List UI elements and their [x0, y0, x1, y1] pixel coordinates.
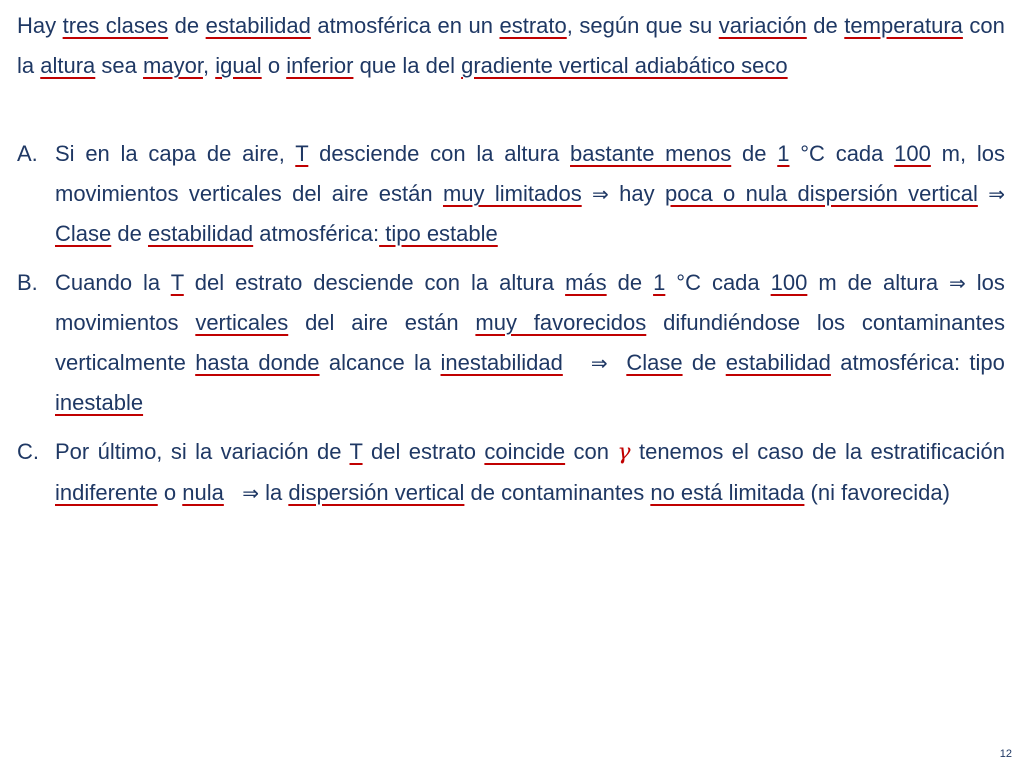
gamma-symbol: γ [617, 440, 631, 465]
text-run: de [174, 13, 200, 38]
text-run: (ni favorecida) [810, 480, 950, 505]
underlined-term: 1 [777, 141, 790, 166]
text-run: hay [619, 181, 655, 206]
text-run: atmosférica: tipo [840, 350, 1005, 375]
text-run: del aire están [305, 310, 459, 335]
underlined-term: 100 [894, 141, 931, 166]
text-run: alcance la [328, 350, 432, 375]
text-run: atmosférica en un [317, 13, 493, 38]
text-run: los movimientos [55, 270, 1005, 335]
text-run: Cuando la [55, 270, 161, 295]
text-run: °C cada [800, 141, 884, 166]
list-item-a [17, 134, 1005, 254]
text-run: de [741, 141, 767, 166]
list-item-c [17, 432, 1005, 513]
underlined-term: indiferente [55, 480, 158, 505]
list-item-text [55, 263, 1005, 423]
underlined-term: estabilidad [725, 350, 831, 375]
list-item-text [55, 134, 1005, 254]
list-item-b [17, 263, 1005, 423]
text-run: difundiéndose los contaminantes verticalmente [55, 310, 1005, 375]
underlined-term: T [295, 141, 309, 166]
implies-arrow-icon: ⇒ [242, 481, 259, 505]
underlined-term: nula [182, 480, 224, 505]
underlined-term: inferior [286, 53, 354, 78]
underlined-term: 100 [770, 270, 808, 295]
text-run: con [573, 439, 609, 464]
underlined-term: tipo estable [379, 221, 498, 246]
text-run: Hay [17, 13, 57, 38]
intro-paragraph [17, 6, 1005, 86]
underlined-term: Clase [626, 350, 683, 375]
text-run: desciende con la altura [319, 141, 560, 166]
underlined-term: más [565, 270, 607, 295]
underlined-term: inestabilidad [440, 350, 563, 375]
text-run: de [117, 221, 142, 246]
implies-arrow-icon: ⇒ [590, 351, 608, 375]
text-run: , [202, 53, 210, 78]
underlined-term: 1 [653, 270, 666, 295]
underlined-term: estabilidad [147, 221, 254, 246]
text-run: de [617, 270, 643, 295]
list-marker: B. [17, 270, 38, 295]
underlined-term: muy limitados [442, 181, 582, 206]
underlined-term: hasta donde [195, 350, 320, 375]
underlined-term: Clase [55, 221, 112, 246]
underlined-term: coincide [484, 439, 566, 464]
text-run: del estrato desciende con la altura [194, 270, 555, 295]
text-run: , según que su [566, 13, 713, 38]
underlined-term: inestable [55, 390, 144, 415]
underlined-term: muy favorecidos [475, 310, 647, 335]
text-run: de contaminantes [470, 480, 645, 505]
list-marker: C. [17, 439, 39, 464]
implies-arrow-icon: ⇒ [592, 182, 609, 206]
text-run: °C cada [676, 270, 760, 295]
text-run: del estrato [370, 439, 476, 464]
underlined-term: estabilidad [205, 13, 311, 38]
list-item-text [55, 432, 1005, 513]
text-run: o [267, 53, 281, 78]
list-marker: A. [17, 141, 38, 166]
text-run: Por último, si la variación de [55, 439, 342, 464]
underlined-term: verticales [195, 310, 289, 335]
text-run: m de altura [818, 270, 939, 295]
underlined-term: tres clases [62, 13, 169, 38]
underlined-term: temperatura [844, 13, 963, 38]
underlined-term: altura [40, 53, 96, 78]
implies-arrow-icon: ⇒ [988, 182, 1005, 206]
underlined-term: no está limitada [650, 480, 805, 505]
underlined-term: igual [215, 53, 262, 78]
text-run: la [265, 480, 283, 505]
text-run: que la del [359, 53, 455, 78]
underlined-term: mayor [143, 53, 203, 78]
underlined-term: T [349, 439, 363, 464]
page-number: 12 [999, 748, 1012, 760]
text-run: atmosférica: [259, 221, 380, 246]
underlined-term: dispersión vertical [288, 480, 465, 505]
text-run: con la [17, 13, 1005, 78]
underlined-term: bastante menos [570, 141, 732, 166]
text-run: tenemos el caso de la estratificación [638, 439, 1005, 464]
text-run: o [163, 480, 177, 505]
text-run: sea [101, 53, 137, 78]
underlined-term: T [170, 270, 184, 295]
underlined-term: estrato [499, 13, 567, 38]
text-run: de [691, 350, 717, 375]
underlined-term: gradiente vertical adiabático seco [461, 53, 788, 78]
underlined-term: variación [718, 13, 807, 38]
text-run: de [813, 13, 838, 38]
text-run: m, los movimientos verticales del aire están [55, 141, 1005, 206]
implies-arrow-icon: ⇒ [949, 271, 966, 295]
underlined-term: poca o nula dispersión vertical [664, 181, 978, 206]
text-run: Si en la capa de aire, [55, 141, 285, 166]
